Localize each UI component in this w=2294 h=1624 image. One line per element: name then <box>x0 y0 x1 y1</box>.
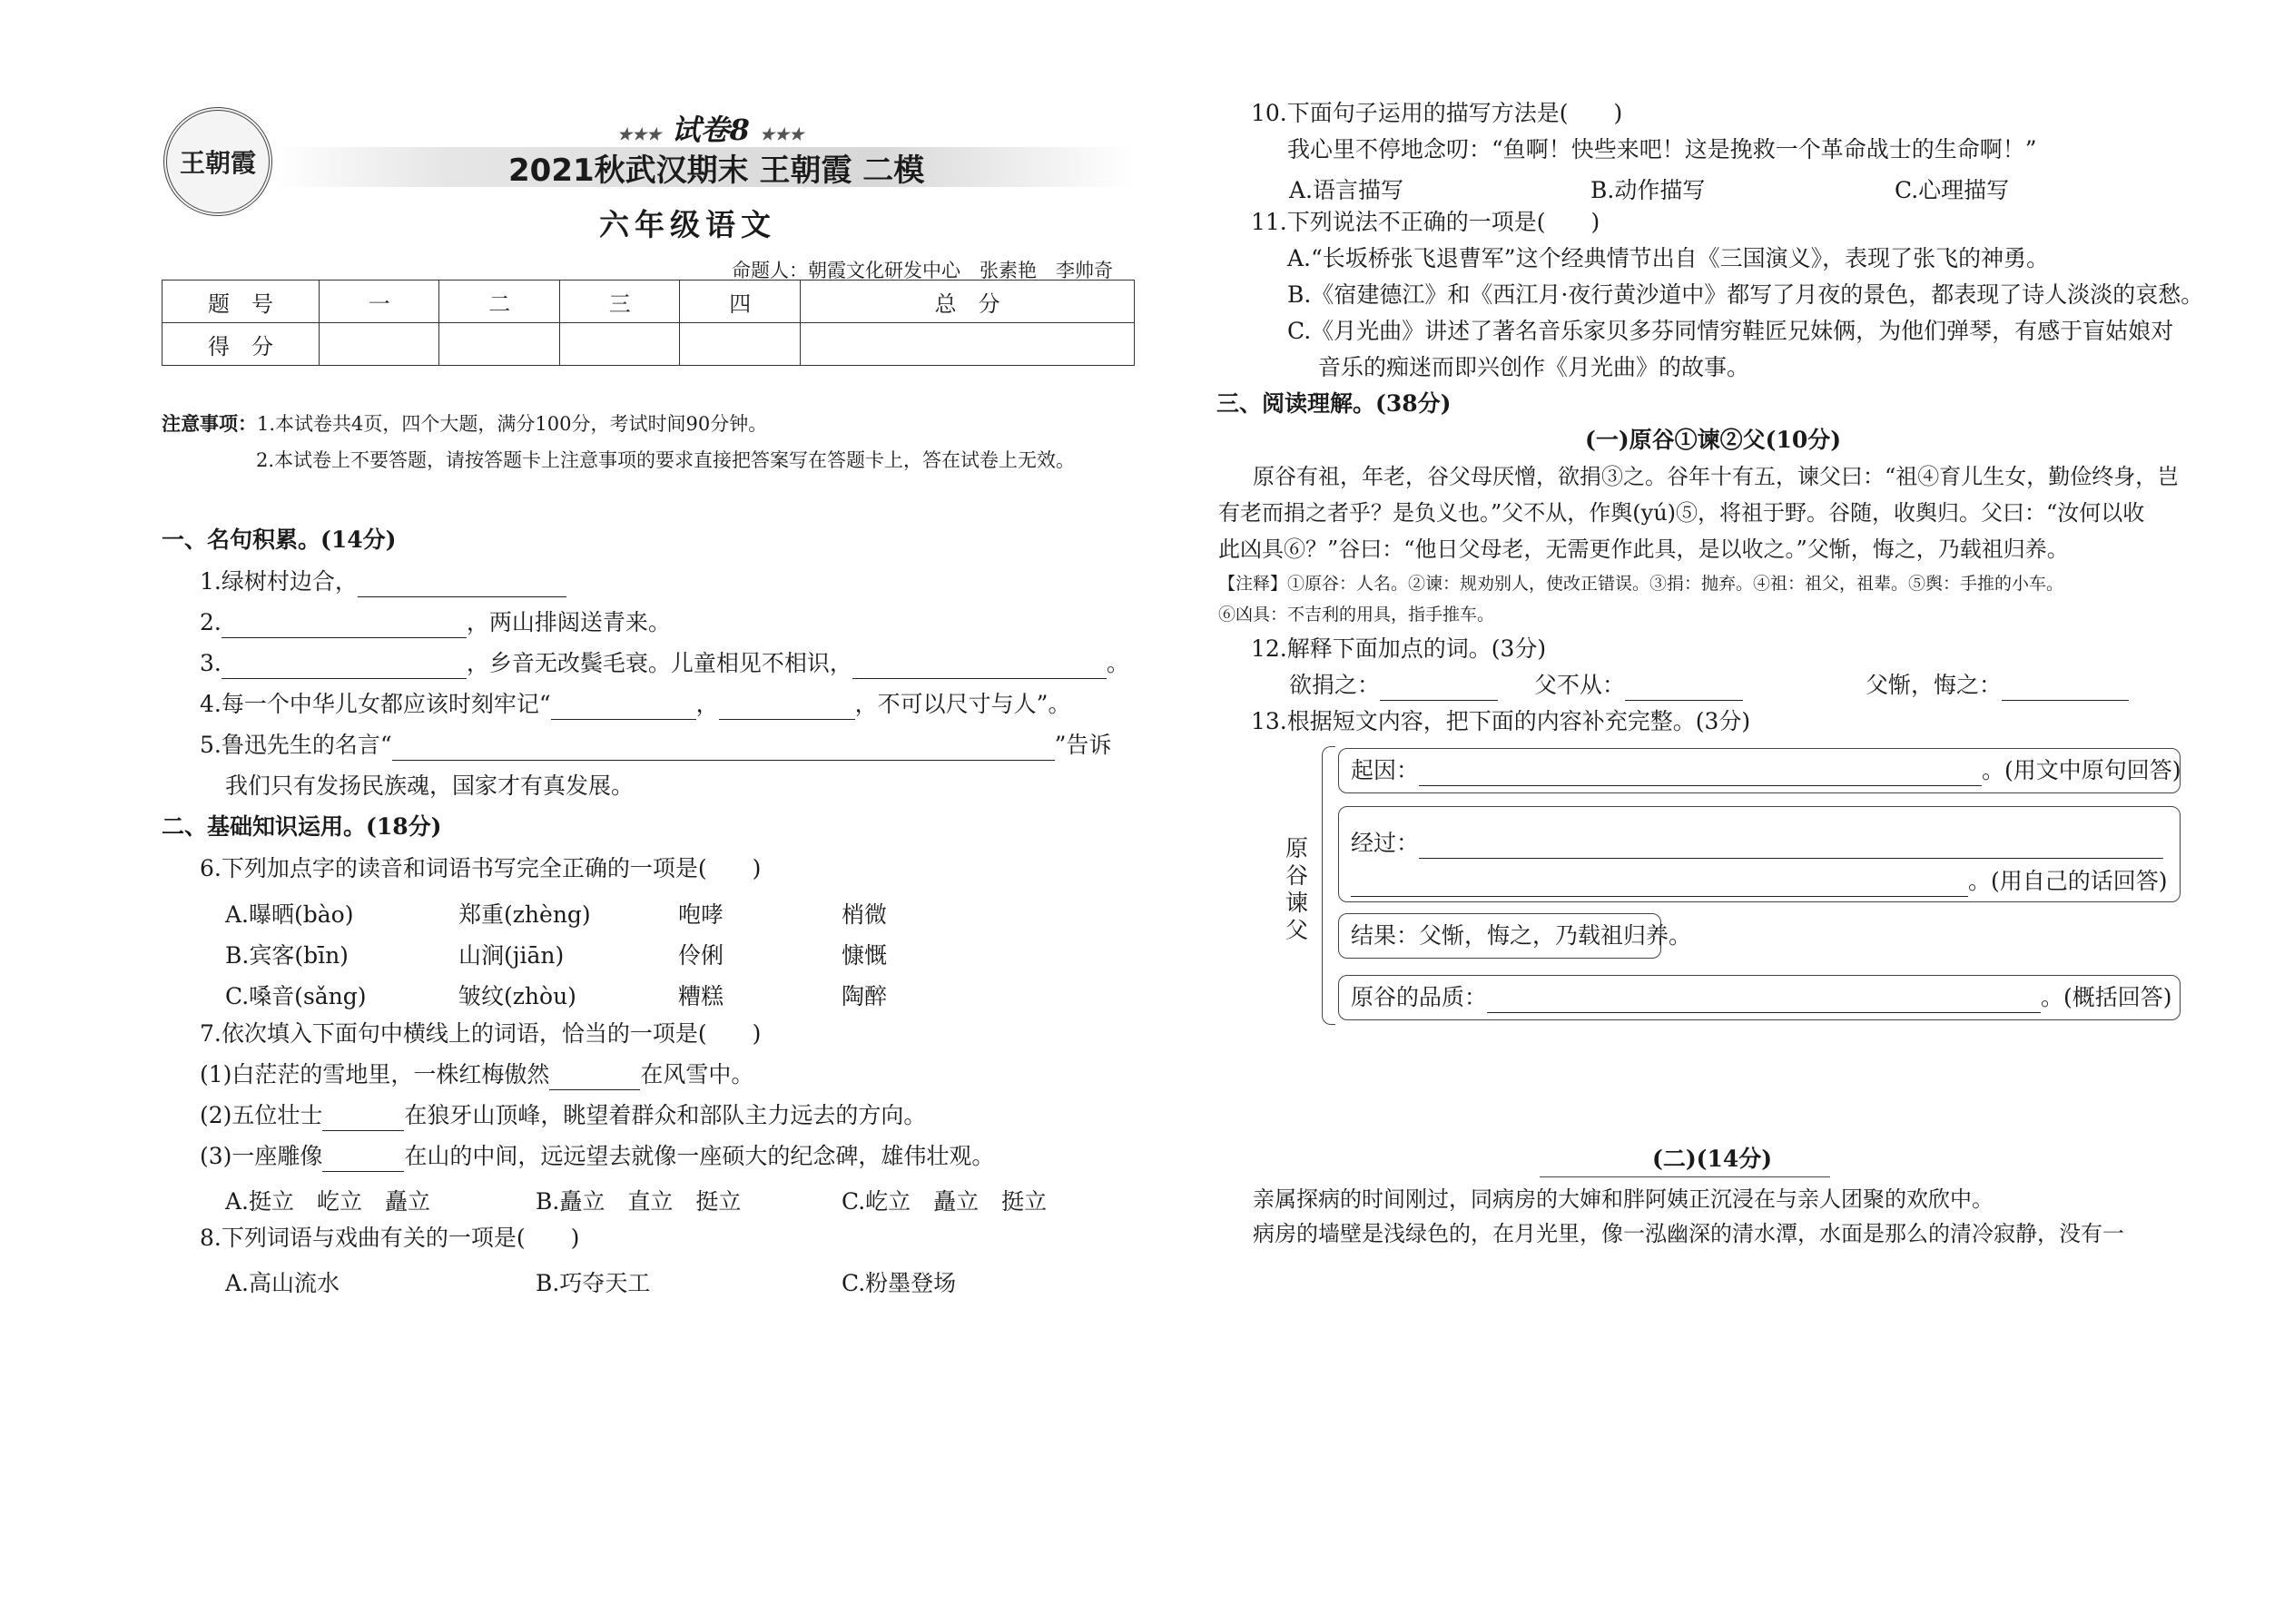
answer-blank[interactable] <box>1351 874 1968 897</box>
answer-blank[interactable] <box>551 697 696 720</box>
passage-title: (一)原谷①谏②父(10分) <box>1585 427 1842 453</box>
passage-line: 此凶具⑥？”谷曰：“他日父母老，无需更作此具，是以收之。”父惭，悔之，乃载祖归养。 <box>1218 536 2069 562</box>
logo-seal <box>163 107 272 216</box>
question-7-1: (1)白茫茫的雪地里，一株红梅傲然 在风雪中。 <box>200 1059 753 1090</box>
answer-blank[interactable] <box>222 615 467 638</box>
question-10: 10.下面句子运用的描写方法是( ) <box>1251 100 1623 126</box>
q6-option[interactable]: B.宾客(bīn) <box>225 942 349 969</box>
score-col-2: 二 <box>439 281 559 323</box>
q8-option-c[interactable]: C.粉墨登场 <box>842 1270 957 1296</box>
authors: 命题人：朝霞文化研发中心 张素艳 李帅奇 <box>732 260 1113 281</box>
answer-blank[interactable] <box>852 656 1107 679</box>
answer-blank[interactable] <box>1419 836 2163 859</box>
passage-note: ⑥凶具：不吉利的用具，指手推车。 <box>1218 605 1495 625</box>
notice-label: 注意事项： <box>162 412 257 435</box>
score-header-row <box>162 281 1135 323</box>
question-7: 7.依次填入下面句中横线上的词语，恰当的一项是( ) <box>200 1020 762 1047</box>
q6-option[interactable]: C.嗓音(sǎng) <box>225 983 367 1009</box>
q6-option: 伶俐 <box>678 942 724 969</box>
score-col-1: 一 <box>320 281 439 323</box>
score-col-label: 题 号 <box>162 281 320 323</box>
q6-option: 糟糕 <box>678 983 724 1009</box>
q6-option: 郑重(zhèng) <box>458 901 591 928</box>
section-title: 二、基础知识运用。(18分) <box>162 813 442 840</box>
q7-option-c[interactable]: C.屹立 矗立 挺立 <box>842 1188 1048 1215</box>
subject-title: 六年级语文 <box>599 207 776 242</box>
q11-option-c-cont: 音乐的痴迷而即兴创作《月光曲》的故事。 <box>1318 354 1750 380</box>
passage-line: 亲属探病的时间刚过，同病房的大婶和胖阿姨正沉浸在与亲人团聚的欢欣中。 <box>1253 1186 1994 1212</box>
answer-blank[interactable] <box>1380 678 1498 701</box>
q12-item: 父惭，悔之： <box>1866 670 2129 701</box>
question-10-sentence: 我心里不停地念叨：“鱼啊！快些来吧！这是挽救一个革命战士的生命啊！” <box>1287 136 2037 162</box>
answer-blank[interactable] <box>392 738 1055 761</box>
q6-option: 山涧(jiān) <box>458 942 565 969</box>
score-col-4: 四 <box>680 281 800 323</box>
answer-blank[interactable] <box>322 1149 404 1172</box>
q6-option: 陶醉 <box>842 983 888 1009</box>
notice-item: 2.本试卷上不要答题，请按答题卡上注意事项的要求直接把答案写在答题卡上，答在试卷上无效。 <box>256 449 1076 471</box>
series-label: ★★★ 试卷8 ★★★ <box>617 113 804 147</box>
passage-note: 【注释】①原谷：人名。②谏：规劝别人，使改正错误。③捐：抛弃。④祖：祖父，祖辈。⑤舆：手推的小车。 <box>1218 574 2064 594</box>
question-6: 6.下列加点字的读音和词语书写完全正确的一项是( ) <box>200 855 762 881</box>
page-title: 2021秋武汉期末 王朝霞 二模 <box>508 153 925 189</box>
logo-text: 王朝霞 <box>179 148 256 178</box>
answer-blank[interactable] <box>222 656 467 679</box>
question-12: 12.解释下面加点的词。(3分) <box>1251 635 1547 662</box>
q6-option: 慷慨 <box>842 942 888 969</box>
question-2: 2. ，两山排闼送青来。 <box>200 607 671 638</box>
answer-blank[interactable] <box>322 1108 404 1131</box>
answer-blank[interactable] <box>549 1068 640 1090</box>
q8-option-a[interactable]: A.高山流水 <box>225 1270 340 1296</box>
score-cell <box>559 323 679 366</box>
q13-process: 经过： <box>1351 828 2163 859</box>
score-col-3: 三 <box>559 281 679 323</box>
q13-side-label: 原谷谏父 <box>1285 835 1309 943</box>
question-7-2: (2)五位壮士 在狼牙山顶峰，眺望着群众和部队主力远去的方向。 <box>200 1100 926 1131</box>
question-13: 13.根据短文内容，把下面的内容补充完整。(3分) <box>1251 708 1751 734</box>
answer-blank[interactable] <box>1625 678 1743 701</box>
section-title: 一、名句积累。(14分) <box>162 527 397 553</box>
stars-right-icon: ★★★ <box>759 125 804 144</box>
q6-option: 咆哮 <box>678 901 724 928</box>
stars-left-icon: ★★★ <box>617 125 662 144</box>
q7-option-b[interactable]: B.矗立 直立 挺立 <box>536 1188 742 1215</box>
answer-blank[interactable] <box>1487 990 2041 1013</box>
question-1: 1.绿树村边合， <box>200 566 566 597</box>
question-8: 8.下列词语与戏曲有关的一项是( ) <box>200 1225 580 1251</box>
section-title: 三、阅读理解。(38分) <box>1216 390 1452 417</box>
q11-option-b[interactable]: B.《宿建德江》和《西江月·夜行黄沙道中》都写了月夜的景色，都表现了诗人淡淡的哀愁。 <box>1287 281 2204 308</box>
question-4: 4.每一个中华儿女都应该时刻牢记“ ， ，不可以尺寸与人”。 <box>200 689 1070 720</box>
score-cell <box>680 323 800 366</box>
answer-blank[interactable] <box>1419 763 1982 786</box>
answer-blank[interactable] <box>719 697 855 720</box>
score-cell <box>320 323 439 366</box>
q13-process-cont: 。(用自己的话回答) <box>1351 866 2168 897</box>
score-value-row <box>162 323 1135 366</box>
q10-option-b[interactable]: B.动作描写 <box>1590 177 1706 203</box>
q12-item: 父不从： <box>1534 670 1743 701</box>
q13-cause: 起因： 。(用文中原句回答) <box>1351 755 2181 786</box>
q6-option: 梢微 <box>842 901 888 928</box>
score-col-total: 总 分 <box>800 281 1134 323</box>
q10-option-a[interactable]: A.语言描写 <box>1289 177 1404 203</box>
passage-line: 病房的墙壁是浅绿色的，在月光里，像一泓幽深的清水潭，水面是那么的清冷寂静，没有一 <box>1253 1221 2124 1246</box>
question-11: 11.下列说法不正确的一项是( ) <box>1251 209 1600 235</box>
answer-blank[interactable] <box>2002 678 2129 701</box>
question-5: 5.鲁迅先生的名言“ ”告诉 <box>200 730 1111 761</box>
question-3: 3. ，乡音无改鬓毛衰。儿童相见不相识， 。 <box>200 648 1129 679</box>
q11-option-c[interactable]: C.《月光曲》讲述了著名音乐家贝多芬同情穷鞋匠兄妹俩，为他们弹琴，有感于盲姑娘对 <box>1287 318 2174 344</box>
q13-brace <box>1322 746 1335 1025</box>
rule-line <box>1540 1176 1830 1177</box>
q12-item: 欲捐之： <box>1289 670 1498 701</box>
q8-option-b[interactable]: B.巧夺天工 <box>536 1270 651 1296</box>
q6-option: 皱纹(zhòu) <box>458 983 576 1009</box>
q13-result: 结果：父惭，悔之，乃载祖归养。 <box>1351 922 1692 949</box>
score-row-label: 得 分 <box>162 323 320 366</box>
score-cell <box>800 323 1134 366</box>
passage-title: (二)(14分) <box>1652 1146 1773 1172</box>
notice-item: 1.本试卷共4页，四个大题，满分100分，考试时间90分钟。 <box>257 413 768 435</box>
passage-line: 原谷有祖，年老，谷父母厌憎，欲捐③之。谷年十有五，谏父曰：“祖④育儿生女，勤俭终身，岂 <box>1253 464 2180 489</box>
passage-line: 有老而捐之者乎？是负义也。”父不从，作舆(yú)⑤，将祖于野。谷随，收舆归。父曰：“汝何以收 <box>1218 500 2145 526</box>
q13-quality: 原谷的品质： 。(概括回答) <box>1351 982 2172 1013</box>
q11-option-a[interactable]: A.“长坂桥张飞退曹军”这个经典情节出自《三国演义》，表现了张飞的神勇。 <box>1287 245 2050 271</box>
question-7-3: (3)一座雕像 在山的中间，远远望去就像一座硕大的纪念碑，雄伟壮观。 <box>200 1141 994 1172</box>
question-5-cont: 我们只有发扬民族魂，国家才有真发展。 <box>225 773 635 799</box>
q6-option[interactable]: A.曝晒(bào) <box>225 901 354 928</box>
q7-option-a[interactable]: A.挺立 屹立 矗立 <box>225 1188 431 1215</box>
score-table <box>162 280 1135 366</box>
score-cell <box>439 323 559 366</box>
q10-option-c[interactable]: C.心理描写 <box>1895 177 2010 203</box>
notice-line-1 <box>162 408 767 439</box>
answer-blank[interactable] <box>358 575 566 597</box>
